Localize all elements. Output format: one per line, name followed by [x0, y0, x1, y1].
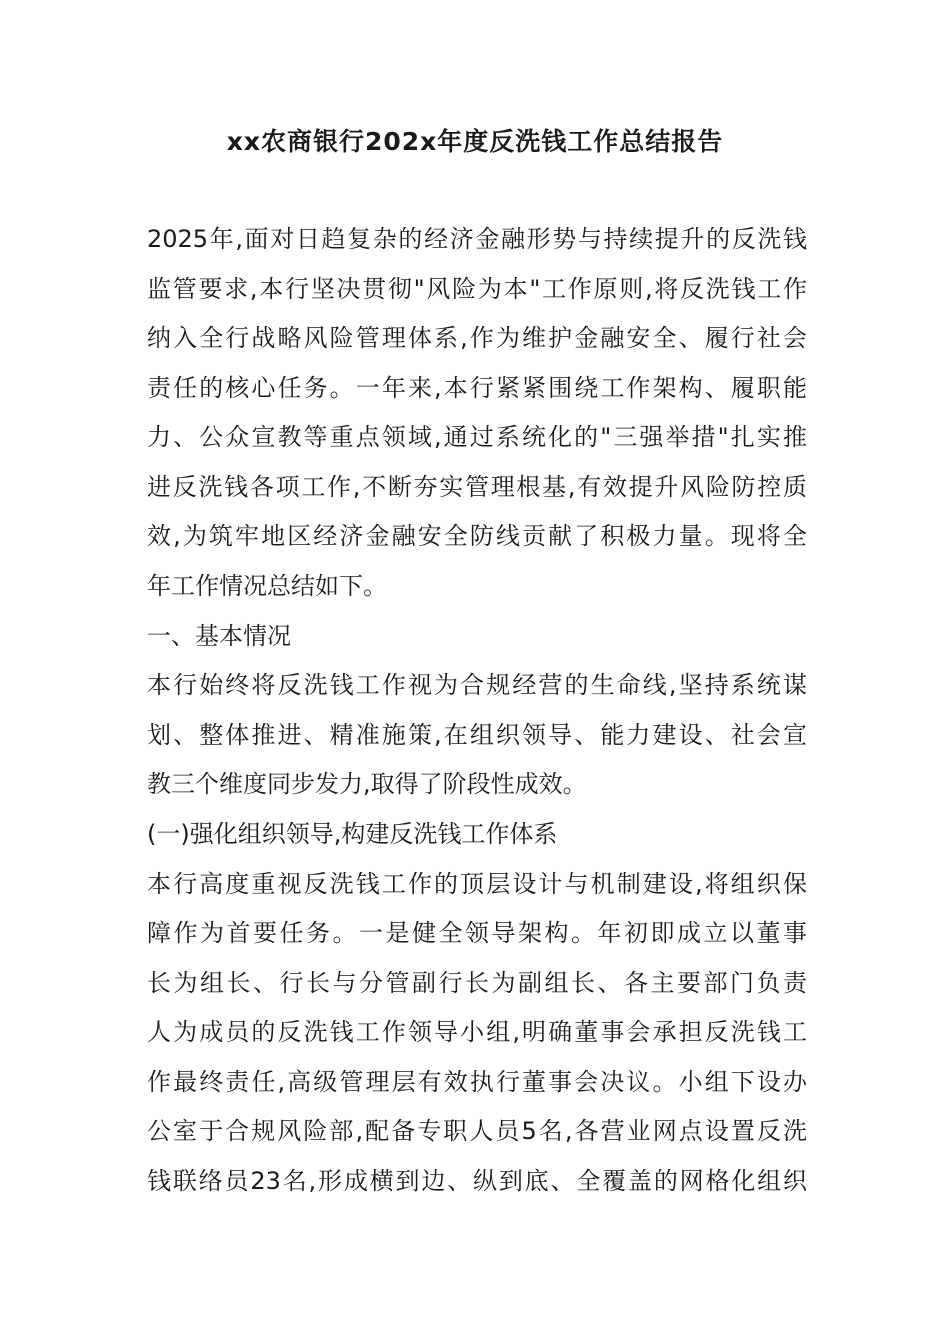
- paragraph-line: 本行高度重视反洗钱工作的顶层设计与机制建设,将组织保: [147, 870, 807, 898]
- paragraph-line: 障作为首要任务。一是健全领导架构。年初即成立以董事: [147, 919, 807, 947]
- document-title: xx农商银行202x年度反洗钱工作总结报告: [226, 127, 724, 156]
- paragraph-line: 监管要求,本行坚决贯彻"风险为本"工作原则,将反洗钱工作: [147, 275, 807, 303]
- paragraph-line: 作最终责任,高级管理层有效执行董事会决议。小组下设办: [147, 1068, 807, 1096]
- paragraph-line: 力、公众宣教等重点领域,通过系统化的"三强举措"扎实推: [147, 423, 807, 451]
- paragraph-line: 教三个维度同步发力,取得了阶段性成效。: [147, 770, 587, 798]
- paragraph-line: 划、整体推进、精准施策,在组织领导、能力建设、社会宣: [147, 721, 807, 749]
- paragraph-line: 本行始终将反洗钱工作视为合规经营的生命线,坚持系统谋: [147, 671, 807, 699]
- paragraph-line: 责任的核心任务。一年来,本行紧紧围绕工作架构、履职能: [147, 374, 807, 402]
- paragraph-line: 年工作情况总结如下。: [147, 572, 387, 600]
- paragraph-line: 效,为筑牢地区经济金融安全防线贡献了积极力量。现将全: [147, 522, 807, 550]
- section-heading: 一、基本情况: [147, 622, 291, 650]
- paragraph-line: 钱联络员23名,形成横到边、纵到底、全覆盖的网格化组织: [147, 1167, 807, 1195]
- paragraph-line: 公室于合规风险部,配备专职人员5名,各营业网点设置反洗: [147, 1117, 807, 1145]
- paragraph-line: 进反洗钱各项工作,不断夯实管理根基,有效提升风险防控质: [147, 473, 807, 501]
- subsection-heading: (一)强化组织领导,构建反洗钱工作体系: [147, 820, 558, 848]
- paragraph-line: 人为成员的反洗钱工作领导小组,明确董事会承担反洗钱工: [147, 1018, 807, 1046]
- paragraph-line: 长为组长、行长与分管副行长为副组长、各主要部门负责: [147, 969, 807, 997]
- paragraph-line: 纳入全行战略风险管理体系,作为维护金融安全、履行社会: [147, 324, 807, 352]
- paragraph-line: 2025年,面对日趋复杂的经济金融形势与持续提升的反洗钱: [147, 225, 807, 253]
